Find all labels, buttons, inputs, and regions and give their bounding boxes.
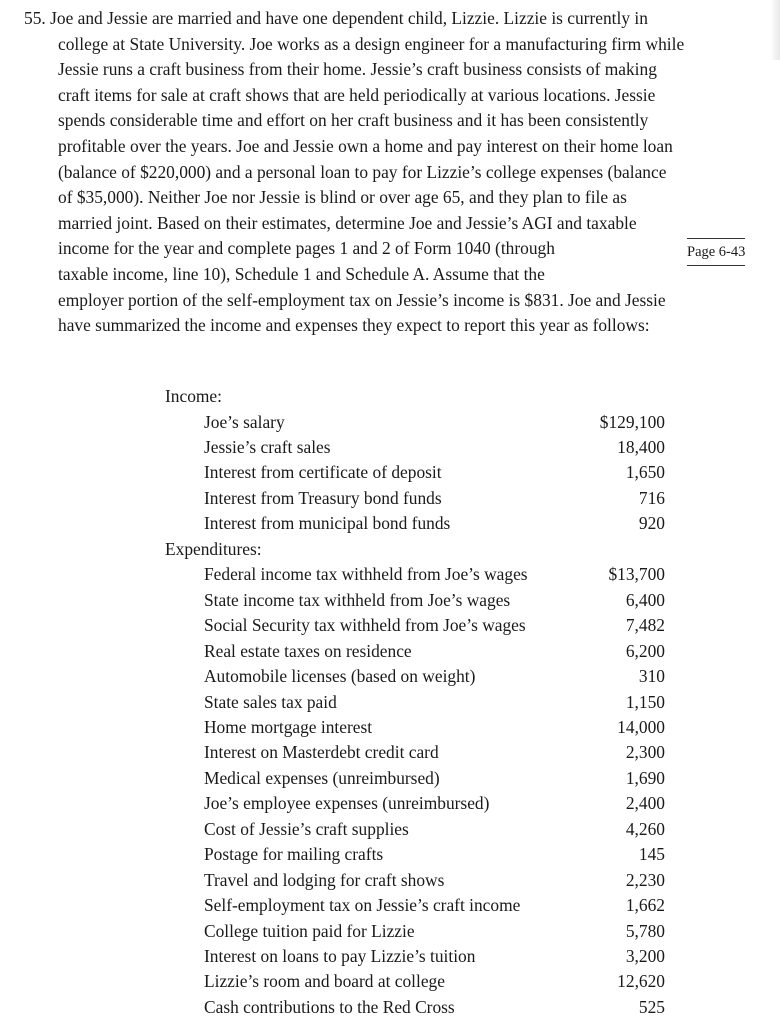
expenditures-heading: Expenditures: — [165, 538, 262, 559]
expenditure-item-amount: 7,482 — [625, 615, 665, 636]
expenditure-item — [165, 893, 675, 918]
income-item-label: Interest from municipal bond funds — [204, 513, 451, 534]
problem-line: profitable over the years. Joe and Jessie own a home and pay interest on their home loan — [58, 135, 673, 156]
expenditure-item-amount: 2,400 — [625, 793, 665, 814]
expenditure-item — [165, 690, 675, 715]
problem-line: income for the year and complete pages 1 and 2 of Form 1040 (through — [58, 238, 555, 259]
expenditure-item — [165, 740, 675, 765]
problem-line: employer portion of the self-employment tax on Jessie’s income is $831. Joe and Jessie — [58, 289, 666, 310]
income-item-label: Interest from certificate of deposit — [204, 462, 442, 483]
expenditure-item-amount: 145 — [638, 844, 665, 865]
income-item-amount: 18,400 — [617, 437, 665, 458]
expenditure-item-amount: 525 — [638, 996, 665, 1017]
expenditure-item-label: Home mortgage interest — [204, 717, 373, 737]
expenditure-item — [165, 842, 675, 867]
expenditure-item-amount: 6,200 — [625, 640, 665, 661]
expenditure-item-amount: 14,000 — [617, 717, 665, 737]
expenditure-item-label: College tuition paid for Lizzie — [204, 920, 415, 941]
expenditures-list — [165, 562, 675, 1020]
expenditure-item — [165, 562, 675, 587]
income-item-amount: 716 — [638, 487, 665, 508]
income-item — [165, 460, 675, 485]
problem-text — [24, 6, 764, 339]
expenditure-item-label: Interest on Masterdebt credit card — [204, 742, 439, 763]
income-item-amount: 1,650 — [625, 462, 665, 483]
expenditure-item — [165, 944, 675, 969]
expenditure-item — [165, 995, 675, 1020]
problem-line: spends considerable time and effort on her craft business and it has been consistently — [58, 110, 649, 131]
expenditure-item-amount: 12,620 — [617, 971, 665, 992]
expenditure-item-label: Interest on loans to pay Lizzie’s tuition — [204, 945, 476, 966]
problem-line: married joint. Based on their estimates, determine Joe and Jessie’s AGI and taxable — [58, 212, 637, 233]
problem-line: of $35,000). Neither Joe nor Jessie is blind or over age 65, and they plan to file as — [58, 187, 627, 208]
income-item-amount: 920 — [638, 513, 665, 534]
page-edge-shadow — [770, 0, 780, 60]
income-item-label: Joe’s salary — [204, 411, 285, 432]
income-list — [165, 410, 675, 537]
income-heading: Income: — [165, 386, 222, 406]
problem-line: craft items for sale at craft shows that are held periodically at various locations. Jessie — [58, 84, 656, 105]
expenditure-item-amount: 2,230 — [625, 869, 665, 890]
income-expense-table — [165, 384, 675, 1020]
income-item — [165, 435, 675, 460]
expenditure-item-amount: $13,700 — [608, 564, 665, 585]
income-item-amount: $129,100 — [599, 411, 665, 432]
expenditure-item-amount: 3,200 — [625, 945, 665, 966]
problem-line: (balance of $220,000) and a personal loan to pay for Lizzie’s college expenses (balance — [58, 161, 667, 182]
expenditure-item-amount: 2,300 — [625, 742, 665, 763]
expenditure-item-label: Medical expenses (unreimbursed) — [204, 767, 440, 788]
income-item — [165, 511, 675, 536]
expenditure-item — [165, 791, 675, 816]
income-item — [165, 486, 675, 511]
expenditure-item-label: Self-employment tax on Jessie’s craft income — [204, 895, 521, 916]
expenditure-item-amount: 5,780 — [625, 920, 665, 941]
expenditure-item — [165, 715, 675, 740]
expenditure-item-label: Real estate taxes on residence — [204, 640, 412, 661]
expenditure-item — [165, 588, 675, 613]
expenditure-item-label: State income tax withheld from Joe’s wages — [204, 589, 511, 610]
problem-line: taxable income, line 10), Schedule 1 and Schedule A. Assume that the — [58, 263, 545, 284]
expenditure-item-label: Cash contributions to the Red Cross — [204, 996, 455, 1017]
expenditure-item-label: Lizzie’s room and board at college — [204, 971, 445, 992]
page-reference: Page 6-43 — [687, 238, 745, 266]
expenditure-item — [165, 766, 675, 791]
expenditure-item-label: Postage for mailing crafts — [204, 844, 384, 865]
expenditure-item-label: Joe’s employee expenses (unreimbursed) — [204, 793, 490, 814]
expenditure-item — [165, 613, 675, 638]
expenditure-item-label: State sales tax paid — [204, 691, 337, 712]
income-item-label: Jessie’s craft sales — [204, 437, 331, 458]
problem-number: 55. — [24, 8, 46, 28]
expenditure-item — [165, 639, 675, 664]
problem-line: 55. Joe and Jessie are married and have one dependent child, Lizzie. Lizzie is currently in — [24, 8, 648, 28]
income-item-label: Interest from Treasury bond funds — [204, 487, 442, 508]
income-item — [165, 410, 675, 435]
expenditure-item — [165, 919, 675, 944]
expenditure-item-amount: 1,690 — [625, 767, 665, 788]
expenditure-item — [165, 969, 675, 994]
problem-line: college at State University. Joe works as a design engineer for a manufacturing firm while — [58, 33, 685, 54]
expenditure-item-amount: 4,260 — [625, 818, 665, 839]
expenditure-item — [165, 664, 675, 689]
expenditure-item-amount: 1,662 — [625, 895, 665, 916]
expenditure-item-amount: 6,400 — [625, 589, 665, 610]
expenditure-item — [165, 868, 675, 893]
expenditure-item-amount: 310 — [638, 666, 665, 687]
expenditure-item-label: Automobile licenses (based on weight) — [204, 666, 476, 687]
expenditure-item-label: Cost of Jessie’s craft supplies — [204, 818, 409, 839]
expenditure-item-label: Federal income tax withheld from Joe’s wages — [204, 564, 528, 585]
problem-line: Jessie runs a craft business from their home. Jessie’s craft business consists of making — [58, 59, 657, 80]
expenditure-item-label: Social Security tax withheld from Joe’s wages — [204, 615, 526, 636]
problem-line: have summarized the income and expenses they expect to report this year as follows: — [58, 315, 650, 336]
expenditure-item — [165, 817, 675, 842]
expenditure-item-amount: 1,150 — [625, 691, 665, 712]
expenditure-item-label: Travel and lodging for craft shows — [204, 869, 445, 890]
